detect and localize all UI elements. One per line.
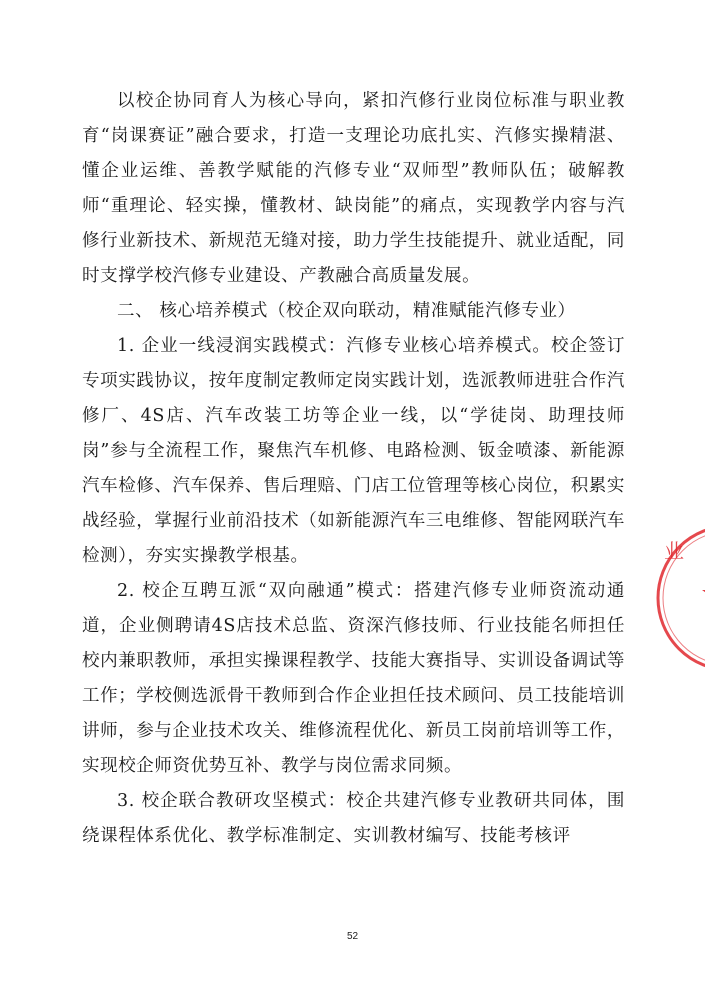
paragraph-mode-2: 2. 校企互聘互派“双向融通”模式：搭建汽修专业师资流动通道，企业侧聘请4S店技术总监、资深汽修技师、行业技能名师担任校内兼职教师，承担实操课程教学、技能大赛指导、实训设备调试等工作；学校侧选派骨干教师到合作企业担任技术顾问、员工技能培训讲师，参与企业技术攻关、维修流程优化、新员工岗前培训等工作，实现校企师资优势互补、教学与岗位需求同频。 [82,581,625,776]
paragraph-mode-1: 1. 企业一线浸润实践模式：汽修专业核心培养模式。校企签订专项实践协议，按年度制定教师定岗实践计划，选派教师进驻合作汽修厂、4S店、汽车改装工坊等企业一线，以“学徒岗、助理技师岗”参与全流程工作，聚焦汽车机修、电路检测、钣金喷漆、新能源汽车检修、汽车保养、售后理赔、门店工位管理等核心岗位，积累实战经验，掌握行业前沿技术（如新能源汽车三电维修、智能网联汽车检测），夯实实操教学根基。 [82,336,625,566]
section-heading-training-mode: 二、 核心培养模式（校企双向联动，精准赋能汽修专业） [117,301,576,321]
paragraph-goal: 以校企协同育人为核心导向，紧扣汽修行业岗位标准与职业教育“岗课赛证”融合要求，打造一支理论功底扎实、汽修实操精湛、懂企业运维、善教学赋能的汽修专业“双师型”教师队伍；破解教师“重理论、轻实操，懂教材、缺岗能”的痛点，实现教学内容与汽修行业新技术、新规范无缝对接，助力学生技能提升、就业适配，同时支撑学校汽修专业建设、产教融合高质量发展。 [82,91,625,286]
official-seal-stamp [650,518,705,678]
seal-graphic [650,518,705,678]
paragraph-mode-3: 3. 校企联合教研攻坚模式：校企共建汽修专业教研共同体，围绕课程体系优化、教学标准制定、实训教材编写、技能考核评 [82,791,625,846]
seal-character: 业 [664,539,684,563]
page-number: 52 [346,931,359,942]
document-body [82,84,625,854]
